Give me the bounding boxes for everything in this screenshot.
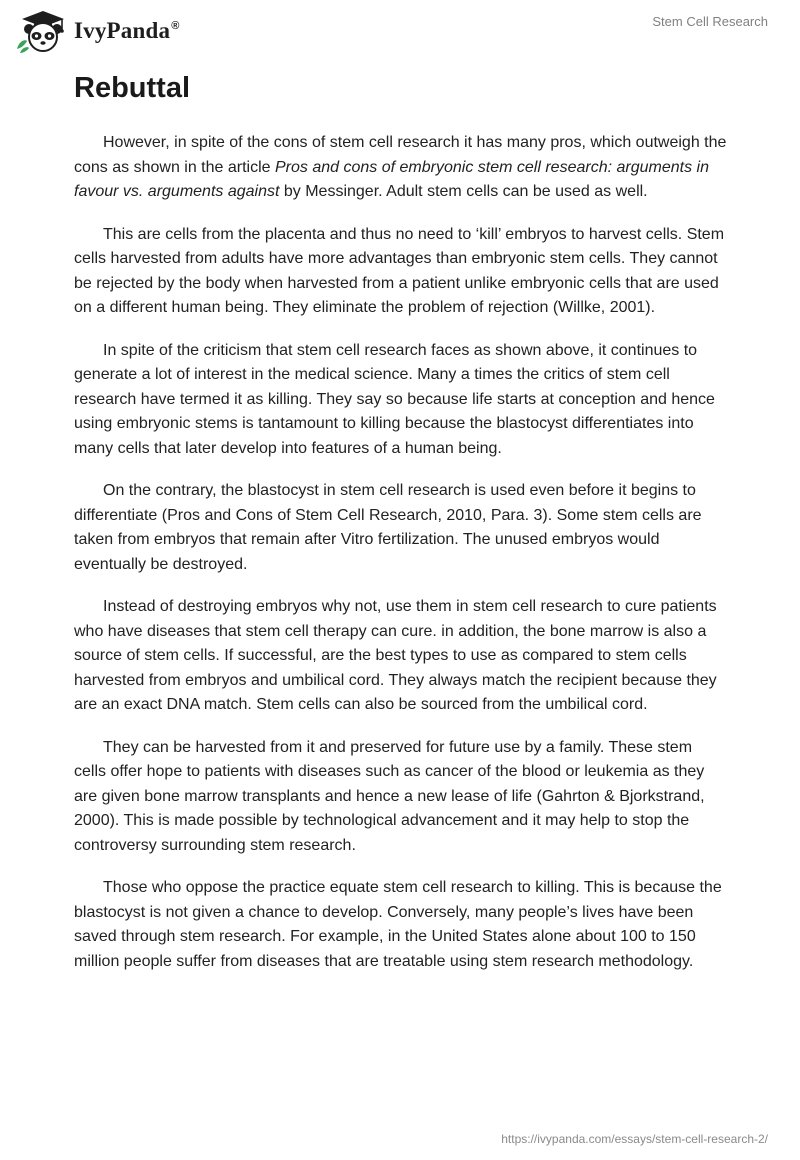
paragraph-7: Those who oppose the practice equate stem cell research to killing. This is because the blastocyst is not given a chance to develop. Conversely, many people’s lives have been saved through stem research. For example, in the United States alone about 100 to 150 million people suffer from diseases that are treatable using stem research methodology. [74,879,722,970]
article-title-emphasis: Pros and cons of embryonic stem cell research: arguments in favour vs. arguments against [74,158,709,200]
paragraph-5: Instead of destroying embryos why not, use them in stem cell research to cure patients who have diseases that stem cell therapy can cure. in addition, the bone marrow is also a source of stem cells. If successful, are the best types to use as compared to stem cells harvested from embryos and umbilical cord. They always match the recipient because they are an exact DNA match. Stem cells can also be sourced from the umbilical cord. [74,598,717,713]
ivypanda-logo[interactable] [14,8,180,54]
paragraph-4: On the contrary, the blastocyst in stem cell research is used even before it begins to differentiate (Pros and Cons of Stem Cell Research, 2010, Para. 3). Some stem cells are taken from embryos that remain after Vitro fertilization. The unused embryos would eventually be destroyed. [74,482,702,573]
source-url[interactable]: https://ivypanda.com/essays/stem-cell-research-2/ [501,1132,768,1146]
paragraph-3: In spite of the criticism that stem cell research faces as shown above, it continues to generate a lot of interest in the medical science. Many a times the critics of stem cell research have termed it as killing. They say so because life starts at conception and hence using embryonic stems is tantamount to killing because the blastocyst differentiates into many cells that later develop into features of a human being. [74,341,715,457]
panda-graduate-icon [14,8,72,54]
paragraph-6: They can be harvested from it and preserved for future use by a family. These stem cells offer hope to patients with diseases such as cancer of the blood or leukemia as they are given bone marrow transplants and hence a new lease of life (Gahrton & Bjorkstrand, 2000). This is made possible by technological advancement and it may help to stop the controversy surrounding stem research. [74,738,705,854]
article-body [74,131,728,992]
paragraph-2: This are cells from the placenta and thus no need to ‘kill’ embryos to harvest cells. Stem cells harvested from adults have more advantages than embryonic stem cells. They cannot be rejected by the body when harvested from a patient unlike embryonic cells that are used on a different human being. They eliminate the problem of rejection (Willke, 2001). [74,225,725,316]
brand-name: IvyPanda® [74,18,180,43]
paragraph-1: However, in spite of the cons of stem cell research it has many pros, which outweigh the cons as shown in the article Pros and cons of embryonic stem cell research: arguments in favour vs. arguments against by Messinger. Adult stem cells can be used as well. [74,134,727,200]
section-heading: Rebuttal [74,72,190,104]
registered-mark: ® [171,20,180,33]
document-header-title: Stem Cell Research [652,14,768,29]
